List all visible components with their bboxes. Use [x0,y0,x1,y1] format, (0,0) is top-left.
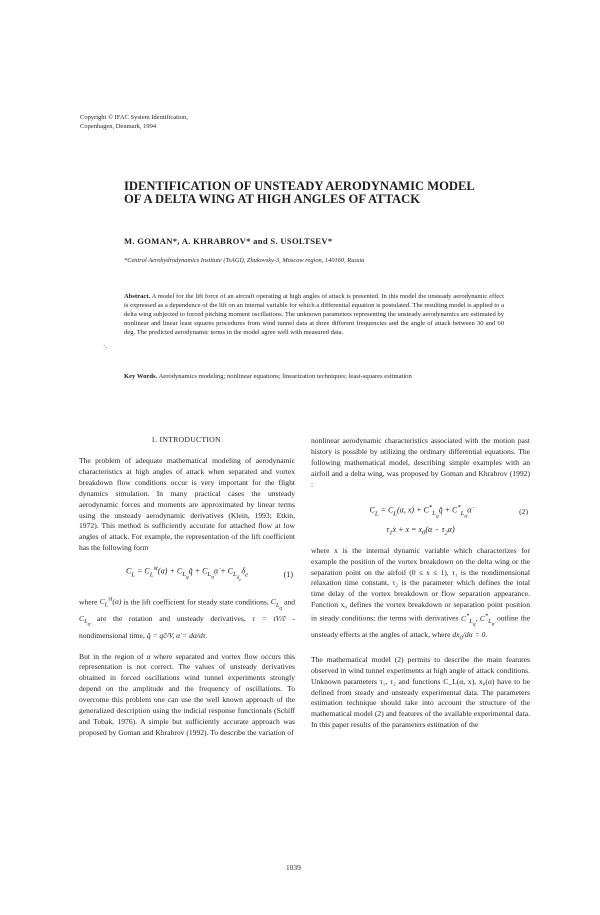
keywords [124,372,504,381]
p2-text-5: - nondimensional time, [79,613,295,640]
column-left [79,456,295,749]
page-number: 1039 [286,863,301,872]
equation-1-body: $C_L = C_Lst(\alpha)$ + $C_{L_q}q̂$ + $C_{L_{\alphȧ}}\alphȧ + C_{L_{\delta_e}}\delta_e$ [125,565,248,582]
equation-2-line-2: $\tau_1ẋ + x = x_0(\alpha$ − $\tau_2\alphȧ$) [386,525,455,537]
p2-text-3: and [284,597,296,607]
col2-p2-text-a: where x is the internal dynamic variable which characterizes for example the position of the vortex breakdown on the delta wing or the separation point on the airfoil (0 ≤ x ≤ 1), τ₁ is the nondimensional relaxation time constant, τ₂ is the parameter which defines the total time delay of the vortex breakdown or flow separation appearance. Function x₀ defines the vortex breakdown or separation point position in steady conditions; the terms with derivatives [311,545,530,623]
equation-1 [79,564,295,586]
intro-paragraph-1: The problem of adequate mathematical modeling of aerodynamic characteristics at high angles of attack when separated and vortex breakdown flow conditions occur is very important for the flight dynamics simulation. In many practical cases the unsteady aerodynamic forces and moments are approximated by linear terms using the unsteady aerodynamic derivatives (Klein, 1993; Etkin, 1972). This method is sufficiently accurate for attached flow at low angles of attack. For example, the representation of the lift coefficient has the following form [79,456,295,553]
p2-text-2: is the lift coefficient for steady state conditions, [123,597,269,607]
p2-text-4: are the rotation and unsteady derivatives, [97,613,246,623]
affiliation: *Central Aerohydrodynamics Institute (TsAGI), Zhukovsky-3, Moscow region, 140160, Russia [124,257,365,264]
equation-2-line-1: $C_L = C_L(\alpha$, $x) + C^*_{L_q}q̂$ + $C^*_{L_{\alphȧ}}\alphȧ$ [369,503,472,520]
abstract [124,292,504,337]
intro-paragraph-3: But in the region of α where separated and vortex flow occurs this representation is not correct. The values of unsteady derivatives obtained in forced oscillations wind tunnel experiments strongly depend on the amplitude and the frequency of oscillations. To overcome this problem one can use the well known approach of the generalized description using the indicial response functionals (Schiff and Tobak, 1976). A simple but sufficiently accurate approach was proposed by Goman and Khrabrov (1992). To describe the variation of [79,651,295,737]
col2-paragraph-2: where x is the internal dynamic variable which characterizes for example the position of the vortex breakdown on the delta wing or the separation point on the airfoil (0 ≤ x ≤ 1), τ₁ is the nondimensional relaxation time constant, τ₂ is the parameter which defines the total time delay of the vortex breakdown or flow separation appearance. Function x₀ defines the vortex breakdown or separation point position in steady conditions; the terms with derivatives $C^*_{L_q}$, $C^*_{L_{\alphȧ}}$ outline the unsteady effects at the angles of attack, where $dx_0/d\alpha = 0$. [311,545,530,642]
col2-paragraph-1: nonlinear aerodynamic characteristics associated with the motion past history is possible by utilizing the ordinary differential equations. The following mathematical model, describing simple examples with an airfoil and a delta wing, was proposed by Goman and Khrabrov (1992) : [311,436,530,489]
copyright-block [80,114,280,131]
col2-p2-text-b: outline the unsteady effects at the angles of attack, where [311,613,530,640]
copyright-line-1: Copyright © IFAC System Identification, [80,114,188,121]
keywords-text: Aerodynamics modeling; nonlinear equations; linearization techniques; least-squares estimation [158,373,412,380]
equation-1-number: (1) [283,569,293,579]
col2-paragraph-3: The mathematical model (2) permits to describe the main features observed in wind tunnel experiments at high angle of attack conditions. Unknown parameters τ₁, τ₂ and functions C_L(α, x), x₀(α) have to be defined from steady and unsteady experimental data. The parameters estimation technique should take into account the structure of the mathematical model (2) and features of the available experimental data. In this paper results of the parameters estimation of the [311,654,530,730]
column-right [311,436,530,741]
author-list: M. GOMAN*, A. KHRABROV* and S. USOLTSEV* [124,236,333,246]
equation-2 [311,501,530,540]
abstract-label: Abstract. [124,293,151,300]
abstract-text: A model for the lift force of an aircraft operating at high angles of attack is presented. In this model the unsteady aerodynamic effect is expressed as a dependence of the lift on an internal variable for which a differential equation is postulated. The resulting model is applied to a delta wing subjected to forced pitching moment oscillations. The unknown parameters representing the unsteady aerodynamics are estimated by nonlinear and linear least squares procedures from wind tunnel data at three different frequencies and the angle of attack between 30 and 60 deg. The predicted aerodynamic terms in the model agree well with measured data. [124,293,505,336]
keywords-label: Key Words. [124,373,158,380]
equation-2-number: (2) [519,506,528,516]
margin-mark: ·. [103,342,108,350]
paper-title: IDENTIFICATION OF UNSTEADY AERODYNAMIC MODEL OF A DELTA WING AT HIGH ANGLES OF ATTACK [124,179,475,206]
section-heading-introduction: 1. INTRODUCTION [151,435,221,444]
copyright-line-2: Copenhagen, Denmark, 1994 [80,122,157,130]
intro-paragraph-2: where $C_Lst(\alpha)$ is the lift coefficient for steady state conditions, $C_{L_q}$ and $C_{L_{\alphȧ}}$ are the rotation and unsteady derivatives, τ = tV/c̄ - nondimensional time, q̂ = qc̄/V, α̇ = dα/dτ. [79,595,296,640]
p2-text-1: where [79,597,98,607]
